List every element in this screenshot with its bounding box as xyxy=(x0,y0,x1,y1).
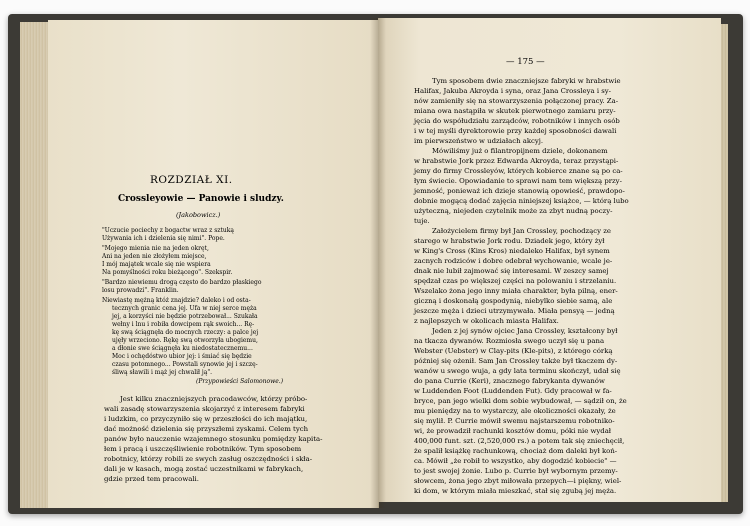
verse-line: Ani na jeden nie złożyłem miejsce, xyxy=(102,253,207,260)
text-line: ca. Mówił „że robił to wszystko, aby dogodzić kobiecie" — xyxy=(414,457,617,465)
text-line: jęcia do współudziału zarządców, robotników i innych osób xyxy=(414,117,620,125)
text-line: słowcem, żona jego zbyt miłowała przepych—i piękny, wiel- xyxy=(414,477,622,485)
text-line: to jest swojej żonie. Lubo p. Currie był wybornym przemy- xyxy=(414,467,618,475)
verse-line: tecznych granic cena jej. Ufa w niej serce męża xyxy=(112,305,257,312)
text-line: jemność, ponieważ ich dzieje stanowią opowieść, prawdopo- xyxy=(414,187,625,195)
text-line: nów zamieniły się na stowarzyszenia połączonej pracy. Za- xyxy=(414,97,619,105)
text-line: Założycielem firmy był Jan Crossley, pochodzący ze xyxy=(432,227,611,235)
text-line: zacnych rodziców i dobre odebrał wychowanie, wcale je- xyxy=(414,257,613,265)
text-line: z najlepszych w okolicach miasta Halifax. xyxy=(414,317,559,325)
text-line: użyteczną, niejeden czytelnik może za zbyt nudną poczy- xyxy=(414,207,613,215)
text-line: Mówiliśmy już o filantropijnem dziele, dokonanem xyxy=(432,147,608,155)
book-gutter xyxy=(370,18,386,508)
text-line: dobnie mogącą dodać zajęcia niniejszej książce, — którą lubo xyxy=(414,197,629,205)
text-line: dnak nie lubił zajmować się interesami. W zeszcy samej xyxy=(414,267,609,275)
text-line: im pierwszeństwo w udziałach akcyj. xyxy=(414,137,544,145)
verse-line: ujęły wrzeciono. Rękę swą otworzyła ubogiemu, xyxy=(112,337,258,344)
text-line: w Luddenden Foot (Luddenden Fut). Gdy pracował w fa- xyxy=(414,387,612,395)
text-line: w hrabstwie Jork przez Edwarda Akroyda, teraz przystąpi- xyxy=(414,157,619,165)
verse-line: Używania ich i dzielenia się nimi". Pope. xyxy=(102,235,225,242)
text-line: później się ożenił. Sam Jan Crossley także był tkaczem dy- xyxy=(414,357,618,365)
verse-line: wełny i lnu i robiła dowcipem rąk swoich... Rę- xyxy=(112,321,255,328)
text-line: na tkacza dywanów. Rozmiosła swego uczył się u pana xyxy=(414,337,605,345)
text-line: 400,000 funt. szt. (2,520,000 rs.) a potem tak się zniechęcił, xyxy=(414,437,625,445)
text-line: tuje. xyxy=(414,217,430,225)
verse-line: a dłonie swe ściągnęła ku niedostatecznemu... xyxy=(112,345,253,352)
text-line: wanów u swego wuja, a gdy lata terminu skończył, udał się xyxy=(414,367,621,375)
verse-line: Moc i ochędóstwo ubior jej: i śmiać się będzie xyxy=(112,353,252,360)
text-line: wi, że prowadził rachunki kosztów domu, póki nie wydał xyxy=(414,427,612,435)
text-line: dać możność dzielenia się przyszłemi zyskami. Celem tych xyxy=(104,425,309,433)
verse-line: czasu potomnego... Powstali synowie jej i szczę- xyxy=(112,361,258,368)
text-line: Halifax, Jakuba Akroyda i syna, oraz Jana Crossleya i sy- xyxy=(414,87,611,95)
text-line: Webster (Uebster) w Clay-pits (Kle-pits), z którego córką xyxy=(414,347,613,355)
verse-line: "Mojego mienia nie na jeden okręt, xyxy=(102,245,209,252)
text-line: w King's Cross (Kins Kros) niedaleko Halifax, był synem xyxy=(414,247,610,255)
text-line: Wszelako żona jego inny miała charakter, była pilną, ener- xyxy=(414,287,618,295)
text-line: gdzie przed tem pracowali. xyxy=(104,475,199,483)
chapter-subtitle: Crossleyowie — Panowie i sludzy. xyxy=(118,194,284,204)
text-line: spędzał czas po większej części na polowaniu i strzelaniu. xyxy=(414,277,617,285)
text-line: ki dom, w którym miała mieszkać, stał się zgubą jej męża. xyxy=(414,487,617,495)
page-number: — 175 — xyxy=(506,57,545,67)
text-line: wali zasadę stowarzyszenia skojarzyć z interesem fabryki xyxy=(104,405,305,413)
text-line: i ludzkim, co przyczyniło się w przeszłości do ich majątku, xyxy=(104,415,308,423)
chapter-title: ROZDZIAŁ XI. xyxy=(150,174,233,186)
text-line: jeszcze męża i dzieci utrzymywała. Miała pensyą — jedną xyxy=(414,307,615,315)
verse-line: Niewiastę mężną któż znajdzie? daleko i od osta- xyxy=(102,297,251,304)
text-line: Jest kilku znaczniejszych pracodawców, którzy próbo- xyxy=(120,395,308,403)
text-line: panów było nauczenie wzajemnego stosunku pomiędzy kapita- xyxy=(104,435,323,443)
motto-source: (Jakobowicz.) xyxy=(176,211,221,219)
text-line: bryce, pan jego wielki dom sobie wybudował, — sądził on, że xyxy=(414,397,627,405)
verse-line: Na pomyślności roku bieżącego". Szekspir. xyxy=(102,269,233,276)
text-line: dali je w kasach, mogą zostać uczestnikami w fabrykach, xyxy=(104,465,304,473)
verse-line: "Uczucie pociechy z bogactw wraz z sztuką xyxy=(102,227,234,234)
text-line: miana owa nastąpiła w skutek pierwotnego zamiaru przy- xyxy=(414,107,616,115)
text-line: giczną i doskonałą gospodynią, niebylko siebie samą, ale xyxy=(414,297,613,305)
text-line: do pana Currie (Keri), znacznego fabrykanta dywanów xyxy=(414,377,605,385)
text-line: i w tej myśli dyrektorowie przy każdej sposobności dawali xyxy=(414,127,617,135)
verse-line: kę swą ściągnęła do mocnych rzeczy: a palce jej xyxy=(112,329,259,336)
text-line: starego w hrabstwie Jork rodu. Dziadek jego, który żył xyxy=(414,237,605,245)
text-line: robotnicy, którzy robili ze swych zasług oszczędności i skła- xyxy=(104,455,313,463)
text-line: Jeden z jej synów ojciec Jana Crossley, kształcony był xyxy=(432,327,618,335)
verse-line: losu prowadzi". Franklin. xyxy=(102,287,179,294)
text-line: łym świecie. Opowiadanie to sprawi nam tem większą przy- xyxy=(414,177,622,185)
text-line: jemy do firmy Crossleyów, których kobierce znane są po ca- xyxy=(414,167,623,175)
text-line: Tym sposobem dwie znaczniejsze fabryki w hrabstwie xyxy=(432,77,621,85)
verse-line: I mój majątek wcale się nie wspiera xyxy=(102,261,211,268)
verse-line: (Przypowieści Salomonowe.) xyxy=(196,378,284,385)
text-line: łem i pracą i uszczęśliwienie robotników. Tym sposobem xyxy=(104,445,302,453)
verse-line: jej, a korzyści nie będzie potrzebował... Szukała xyxy=(112,313,258,320)
verse-line: śliwą sławili i mąż jej chwalił ją". xyxy=(112,369,213,376)
text-line: się mylił. P. Currie mówił swemu najstarszemu robotniko- xyxy=(414,417,615,425)
text-line: mu pieniędzy na to wystarczy, ale okoliczności okazały, że xyxy=(414,407,616,415)
verse-line: "Bardzo niewiemu drogą często do bardzo płaskiego xyxy=(102,279,262,286)
text-line: że spalił książkę rachunkową, chociaż dom daleki był koń- xyxy=(414,447,618,455)
